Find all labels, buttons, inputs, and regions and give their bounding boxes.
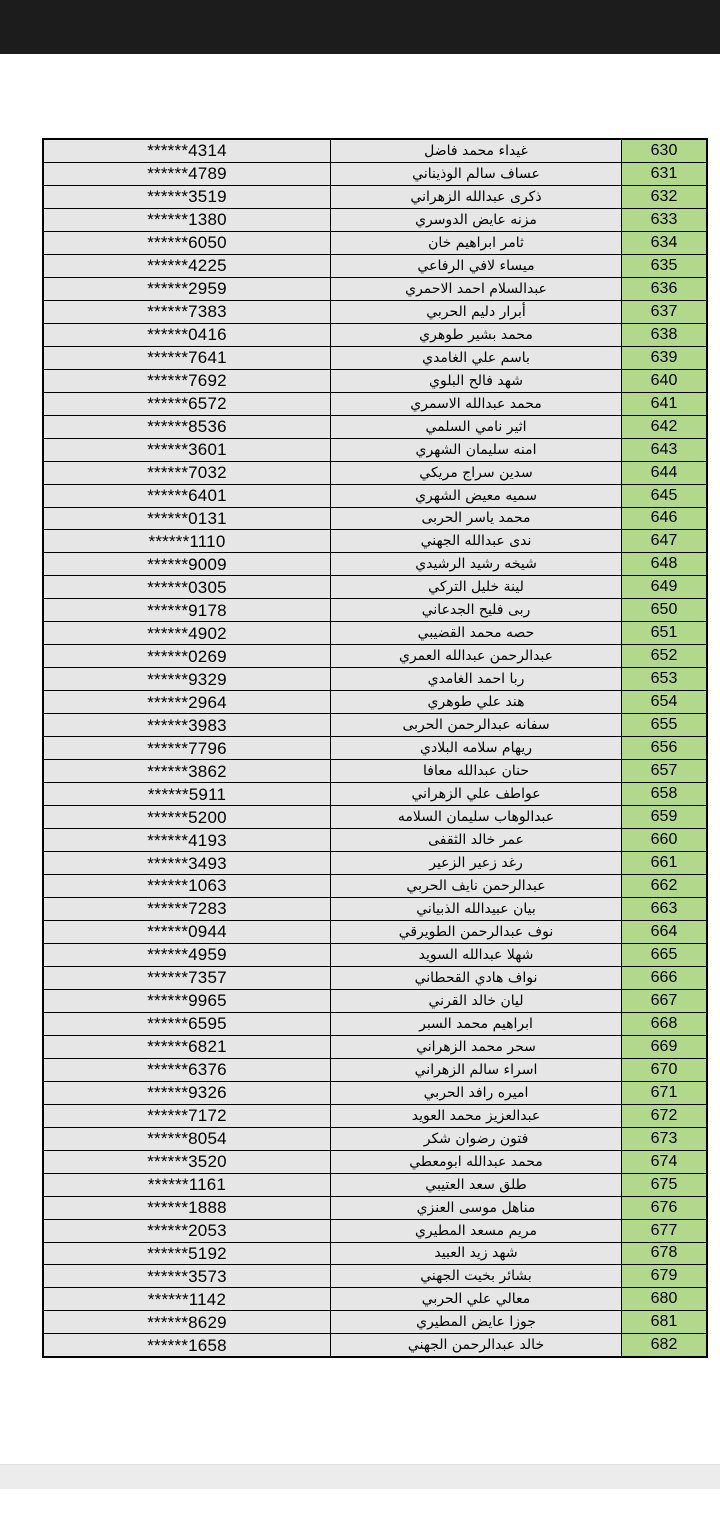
table-row bbox=[44, 1197, 706, 1220]
table-row bbox=[44, 599, 706, 622]
name-cell: رغد زعير الزعير bbox=[331, 852, 622, 874]
row-number-cell: 642 bbox=[622, 416, 706, 438]
row-number-cell: 648 bbox=[622, 553, 706, 575]
masked-id-cell: ******6050 bbox=[44, 232, 331, 254]
table-row bbox=[44, 668, 706, 691]
table-row bbox=[44, 875, 706, 898]
table-row bbox=[44, 645, 706, 668]
name-cell: مزنه عايض الدوسري bbox=[331, 209, 622, 231]
masked-id-cell: ******9326 bbox=[44, 1082, 331, 1104]
table-row bbox=[44, 852, 706, 875]
row-number-cell: 659 bbox=[622, 806, 706, 828]
masked-id-cell: ******8536 bbox=[44, 416, 331, 438]
name-cell: سميه معيض الشهري bbox=[331, 485, 622, 507]
name-cell: باسم علي الغامدي bbox=[331, 347, 622, 369]
name-cell: طلق سعد العتيبي bbox=[331, 1174, 622, 1196]
table-row bbox=[44, 370, 706, 393]
name-cell: لينة خليل التركي bbox=[331, 576, 622, 598]
masked-id-cell: ******0131 bbox=[44, 508, 331, 530]
name-cell: شهد زيد العبيد bbox=[331, 1243, 622, 1265]
masked-id-cell: ******4314 bbox=[44, 140, 331, 162]
table-row bbox=[44, 1105, 706, 1128]
row-number-cell: 660 bbox=[622, 829, 706, 851]
masked-id-cell: ******0305 bbox=[44, 576, 331, 598]
row-number-cell: 677 bbox=[622, 1220, 706, 1242]
table-row bbox=[44, 737, 706, 760]
table-row bbox=[44, 324, 706, 347]
name-cell: محمد ياسر الحربى bbox=[331, 508, 622, 530]
name-cell: عبدالسلام احمد الاحمري bbox=[331, 278, 622, 300]
masked-id-cell: ******7172 bbox=[44, 1105, 331, 1127]
masked-id-cell: ******7692 bbox=[44, 370, 331, 392]
table-row bbox=[44, 1151, 706, 1174]
row-number-cell: 655 bbox=[622, 714, 706, 736]
row-number-cell: 663 bbox=[622, 898, 706, 920]
row-number-cell: 675 bbox=[622, 1174, 706, 1196]
row-number-cell: 657 bbox=[622, 760, 706, 782]
masked-id-cell: ******7032 bbox=[44, 462, 331, 484]
row-number-cell: 672 bbox=[622, 1105, 706, 1127]
row-number-cell: 670 bbox=[622, 1059, 706, 1081]
table-row bbox=[44, 347, 706, 370]
row-number-cell: 639 bbox=[622, 347, 706, 369]
name-cell: عمر خالد الثقفى bbox=[331, 829, 622, 851]
masked-id-cell: ******1888 bbox=[44, 1197, 331, 1219]
row-number-cell: 634 bbox=[622, 232, 706, 254]
name-cell: عواطف علي الزهراني bbox=[331, 783, 622, 805]
masked-id-cell: ******2959 bbox=[44, 278, 331, 300]
masked-id-cell: ******0944 bbox=[44, 921, 331, 943]
table-row bbox=[44, 485, 706, 508]
row-number-cell: 645 bbox=[622, 485, 706, 507]
table-row bbox=[44, 416, 706, 439]
table-row bbox=[44, 783, 706, 806]
name-cell: بيان عبيدالله الذبياني bbox=[331, 898, 622, 920]
name-cell: عساف سالم الوذيناني bbox=[331, 163, 622, 185]
name-cell: عبدالرحمن عبدالله العمري bbox=[331, 645, 622, 667]
name-cell: محمد عبدالله الاسمري bbox=[331, 393, 622, 415]
table-row bbox=[44, 1265, 706, 1288]
masked-id-cell: ******8054 bbox=[44, 1128, 331, 1150]
table-row bbox=[44, 553, 706, 576]
row-number-cell: 671 bbox=[622, 1082, 706, 1104]
row-number-cell: 641 bbox=[622, 393, 706, 415]
name-cell: ابراهيم محمد السبر bbox=[331, 1013, 622, 1035]
table-row bbox=[44, 530, 706, 553]
row-number-cell: 646 bbox=[622, 508, 706, 530]
masked-id-cell: ******1110 bbox=[44, 530, 331, 552]
masked-id-cell: ******1063 bbox=[44, 875, 331, 897]
masked-id-cell: ******5911 bbox=[44, 783, 331, 805]
row-number-cell: 643 bbox=[622, 439, 706, 461]
masked-id-cell: ******6572 bbox=[44, 393, 331, 415]
name-cell: غيداء محمد فاضل bbox=[331, 140, 622, 162]
name-cell: امنه سليمان الشهري bbox=[331, 439, 622, 461]
name-cell: مناهل موسى العنزي bbox=[331, 1197, 622, 1219]
table-row bbox=[44, 990, 706, 1013]
table-row bbox=[44, 806, 706, 829]
masked-id-cell: ******0269 bbox=[44, 645, 331, 667]
masked-id-cell: ******1161 bbox=[44, 1174, 331, 1196]
row-number-cell: 638 bbox=[622, 324, 706, 346]
table-row bbox=[44, 1013, 706, 1036]
masked-id-cell: ******8629 bbox=[44, 1311, 331, 1333]
table-row bbox=[44, 714, 706, 737]
name-cell: فتون رضوان شكر bbox=[331, 1128, 622, 1150]
table-row bbox=[44, 301, 706, 324]
name-cell: عبدالعزيز محمد العويد bbox=[331, 1105, 622, 1127]
row-number-cell: 631 bbox=[622, 163, 706, 185]
name-cell: نواف هادي القحطاني bbox=[331, 967, 622, 989]
masked-id-cell: ******9178 bbox=[44, 599, 331, 621]
masked-id-cell: ******1658 bbox=[44, 1334, 331, 1356]
name-cell: اميره رافد الحربي bbox=[331, 1082, 622, 1104]
masked-id-cell: ******9965 bbox=[44, 990, 331, 1012]
table-row bbox=[44, 462, 706, 485]
table-row bbox=[44, 1288, 706, 1311]
name-cell: حنان عبدالله معافا bbox=[331, 760, 622, 782]
row-number-cell: 676 bbox=[622, 1197, 706, 1219]
table-row bbox=[44, 232, 706, 255]
row-number-cell: 636 bbox=[622, 278, 706, 300]
masked-id-cell: ******4193 bbox=[44, 829, 331, 851]
name-cell: شهد فالح البلوي bbox=[331, 370, 622, 392]
row-number-cell: 681 bbox=[622, 1311, 706, 1333]
table-row bbox=[44, 967, 706, 990]
row-number-cell: 668 bbox=[622, 1013, 706, 1035]
masked-id-cell: ******7796 bbox=[44, 737, 331, 759]
name-cell: جوزا عايض المطيري bbox=[331, 1311, 622, 1333]
row-number-cell: 669 bbox=[622, 1036, 706, 1058]
row-number-cell: 682 bbox=[622, 1334, 706, 1356]
row-number-cell: 654 bbox=[622, 691, 706, 713]
row-number-cell: 667 bbox=[622, 990, 706, 1012]
row-number-cell: 635 bbox=[622, 255, 706, 277]
name-cell: خالد عبدالرحمن الجهني bbox=[331, 1334, 622, 1356]
name-cell: حصه محمد القضيبي bbox=[331, 622, 622, 644]
row-number-cell: 632 bbox=[622, 186, 706, 208]
table-row bbox=[44, 1311, 706, 1334]
masked-id-cell: ******2053 bbox=[44, 1220, 331, 1242]
masked-id-cell: ******5192 bbox=[44, 1243, 331, 1265]
table-row bbox=[44, 944, 706, 967]
name-cell: ربى فليح الجدعاني bbox=[331, 599, 622, 621]
table-row bbox=[44, 508, 706, 531]
table-row bbox=[44, 1243, 706, 1266]
masked-id-cell: ******2964 bbox=[44, 691, 331, 713]
masked-id-cell: ******3862 bbox=[44, 760, 331, 782]
table-row bbox=[44, 1036, 706, 1059]
masked-id-cell: ******0416 bbox=[44, 324, 331, 346]
masked-id-cell: ******9329 bbox=[44, 668, 331, 690]
masked-id-cell: ******3601 bbox=[44, 439, 331, 461]
masked-id-cell: ******3983 bbox=[44, 714, 331, 736]
name-cell: ذكرى عبدالله الزهراني bbox=[331, 186, 622, 208]
row-number-cell: 680 bbox=[622, 1288, 706, 1310]
table-row bbox=[44, 898, 706, 921]
name-cell: ندى عبدالله الجهني bbox=[331, 530, 622, 552]
name-cell: شهلا عبدالله السويد bbox=[331, 944, 622, 966]
masked-id-cell: ******7383 bbox=[44, 301, 331, 323]
row-number-cell: 647 bbox=[622, 530, 706, 552]
name-cell: سحر محمد الزهراني bbox=[331, 1036, 622, 1058]
table-row bbox=[44, 163, 706, 186]
masked-id-cell: ******4902 bbox=[44, 622, 331, 644]
masked-id-cell: ******4225 bbox=[44, 255, 331, 277]
row-number-cell: 664 bbox=[622, 921, 706, 943]
table-row bbox=[44, 1334, 706, 1357]
row-number-cell: 678 bbox=[622, 1243, 706, 1265]
row-number-cell: 679 bbox=[622, 1265, 706, 1287]
masked-id-cell: ******6401 bbox=[44, 485, 331, 507]
masked-id-cell: ******3519 bbox=[44, 186, 331, 208]
row-number-cell: 652 bbox=[622, 645, 706, 667]
row-number-cell: 644 bbox=[622, 462, 706, 484]
name-cell: نوف عبدالرحمن الطويرقي bbox=[331, 921, 622, 943]
table-row bbox=[44, 829, 706, 852]
masked-id-cell: ******5200 bbox=[44, 806, 331, 828]
table-row bbox=[44, 439, 706, 462]
table-row bbox=[44, 393, 706, 416]
row-number-cell: 651 bbox=[622, 622, 706, 644]
name-cell: ربا احمد الغامدي bbox=[331, 668, 622, 690]
table-row bbox=[44, 691, 706, 714]
row-number-cell: 666 bbox=[622, 967, 706, 989]
masked-id-cell: ******3573 bbox=[44, 1265, 331, 1287]
name-cell: عبدالرحمن نايف الحربي bbox=[331, 875, 622, 897]
table-row bbox=[44, 186, 706, 209]
row-number-cell: 674 bbox=[622, 1151, 706, 1173]
row-number-cell: 633 bbox=[622, 209, 706, 231]
name-cell: سفانه عبدالرحمن الحربى bbox=[331, 714, 622, 736]
row-number-cell: 661 bbox=[622, 852, 706, 874]
masked-id-cell: ******3520 bbox=[44, 1151, 331, 1173]
row-number-cell: 640 bbox=[622, 370, 706, 392]
table-row bbox=[44, 921, 706, 944]
results-table bbox=[42, 138, 708, 1358]
table-row bbox=[44, 209, 706, 232]
bottom-bar bbox=[0, 1464, 720, 1489]
table-row bbox=[44, 1082, 706, 1105]
name-cell: مريم مسعد المطيري bbox=[331, 1220, 622, 1242]
name-cell: محمد عبدالله ابومعطي bbox=[331, 1151, 622, 1173]
row-number-cell: 658 bbox=[622, 783, 706, 805]
name-cell: ريهام سلامه البلادي bbox=[331, 737, 622, 759]
masked-id-cell: ******4789 bbox=[44, 163, 331, 185]
masked-id-cell: ******6376 bbox=[44, 1059, 331, 1081]
masked-id-cell: ******6595 bbox=[44, 1013, 331, 1035]
name-cell: ليان خالد القرني bbox=[331, 990, 622, 1012]
masked-id-cell: ******6821 bbox=[44, 1036, 331, 1058]
table-row bbox=[44, 576, 706, 599]
row-number-cell: 650 bbox=[622, 599, 706, 621]
name-cell: ميساء لافي الرفاعي bbox=[331, 255, 622, 277]
table-row bbox=[44, 278, 706, 301]
name-cell: أبرار دليم الحربي bbox=[331, 301, 622, 323]
name-cell: ثامر ابراهيم خان bbox=[331, 232, 622, 254]
table-row bbox=[44, 1059, 706, 1082]
row-number-cell: 656 bbox=[622, 737, 706, 759]
name-cell: شيخه رشيد الرشيدي bbox=[331, 553, 622, 575]
masked-id-cell: ******1380 bbox=[44, 209, 331, 231]
row-number-cell: 665 bbox=[622, 944, 706, 966]
row-number-cell: 637 bbox=[622, 301, 706, 323]
table-row bbox=[44, 140, 706, 163]
table-row bbox=[44, 1220, 706, 1243]
row-number-cell: 673 bbox=[622, 1128, 706, 1150]
row-number-cell: 662 bbox=[622, 875, 706, 897]
table-row bbox=[44, 255, 706, 278]
table-row bbox=[44, 1128, 706, 1151]
row-number-cell: 649 bbox=[622, 576, 706, 598]
masked-id-cell: ******1142 bbox=[44, 1288, 331, 1310]
masked-id-cell: ******7283 bbox=[44, 898, 331, 920]
name-cell: سدين سراج مريكي bbox=[331, 462, 622, 484]
name-cell: هند علي طوهري bbox=[331, 691, 622, 713]
status-bar bbox=[0, 0, 720, 54]
row-number-cell: 630 bbox=[622, 140, 706, 162]
masked-id-cell: ******3493 bbox=[44, 852, 331, 874]
name-cell: اثير نامي السلمي bbox=[331, 416, 622, 438]
name-cell: اسراء سالم الزهراني bbox=[331, 1059, 622, 1081]
name-cell: بشائر بخيت الجهني bbox=[331, 1265, 622, 1287]
name-cell: محمد بشير طوهري bbox=[331, 324, 622, 346]
name-cell: عبدالوهاب سليمان السلامه bbox=[331, 806, 622, 828]
masked-id-cell: ******9009 bbox=[44, 553, 331, 575]
masked-id-cell: ******7357 bbox=[44, 967, 331, 989]
masked-id-cell: ******4959 bbox=[44, 944, 331, 966]
table-row bbox=[44, 622, 706, 645]
row-number-cell: 653 bbox=[622, 668, 706, 690]
table-row bbox=[44, 760, 706, 783]
table-row bbox=[44, 1174, 706, 1197]
name-cell: معالي علي الحربي bbox=[331, 1288, 622, 1310]
masked-id-cell: ******7641 bbox=[44, 347, 331, 369]
